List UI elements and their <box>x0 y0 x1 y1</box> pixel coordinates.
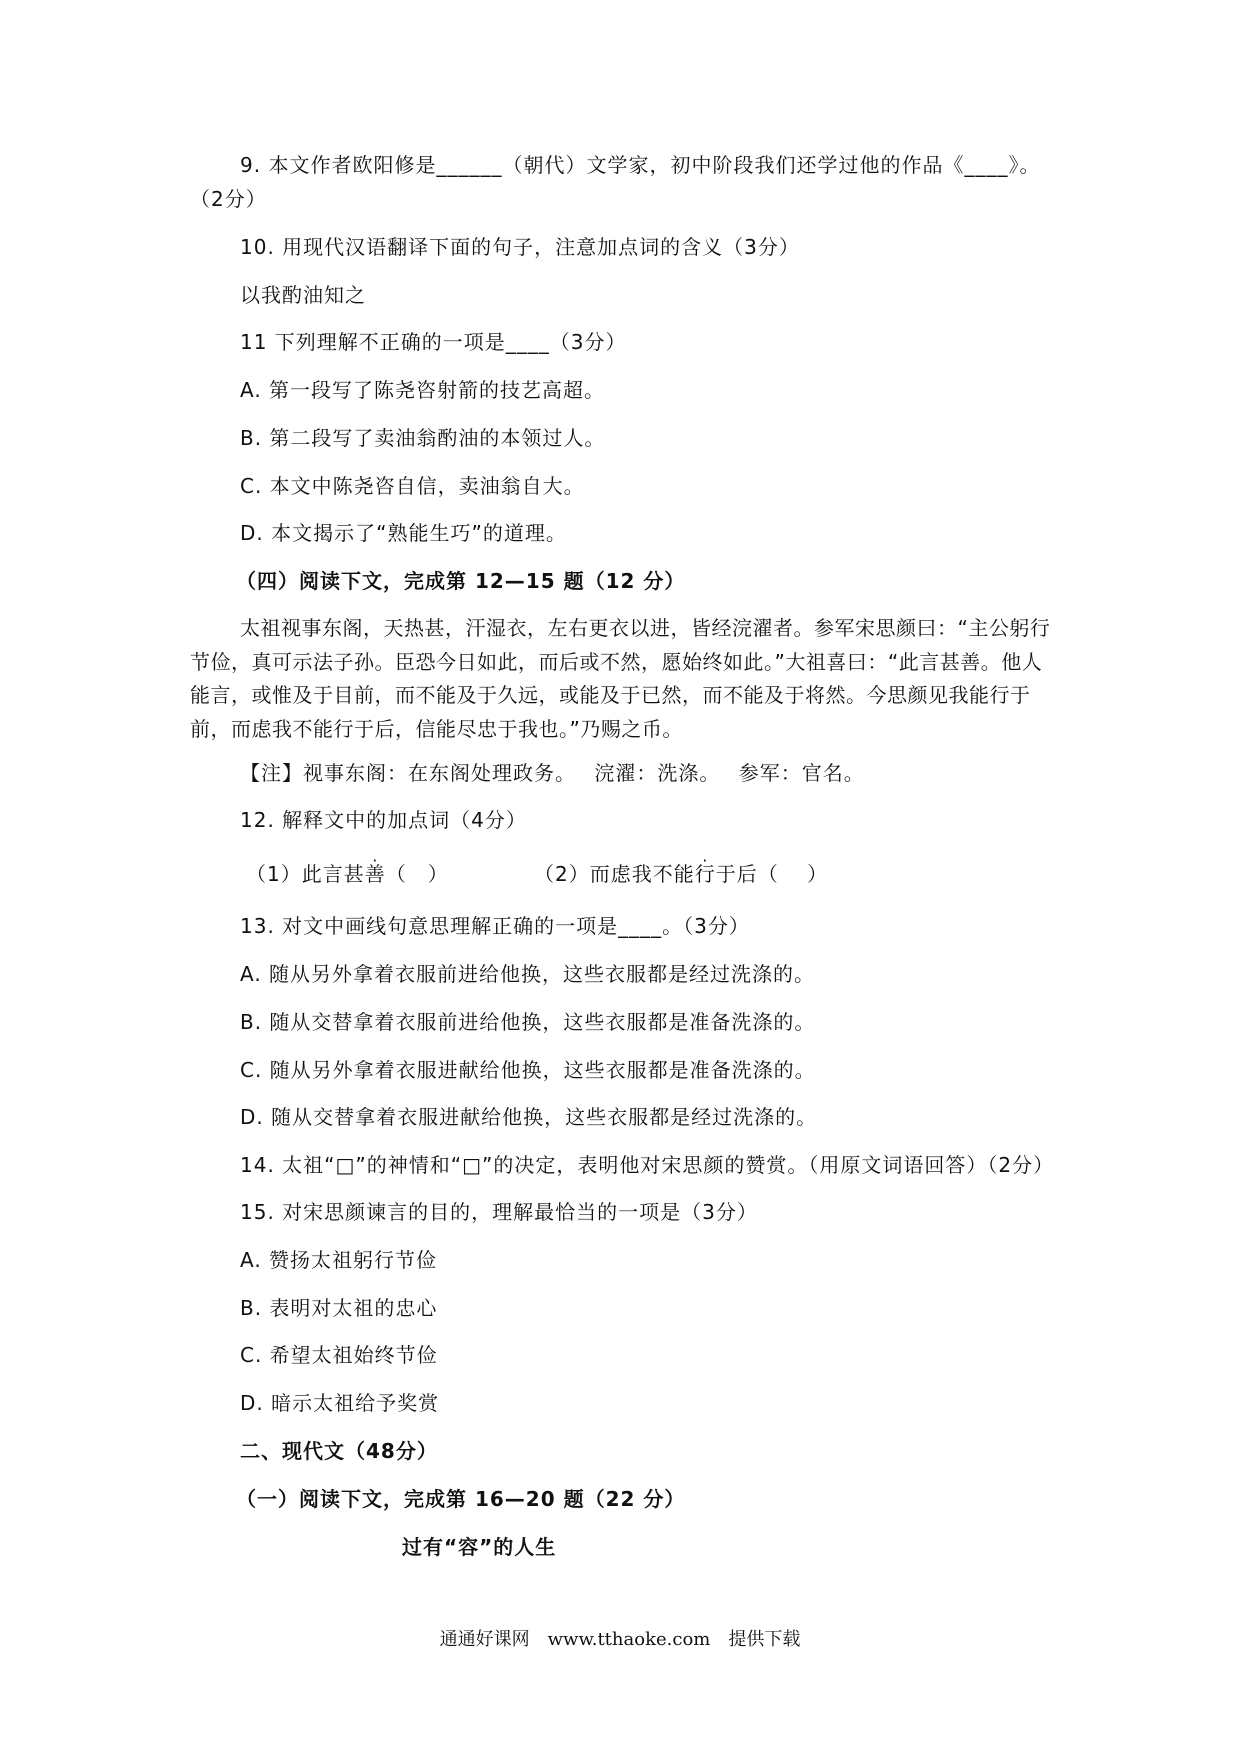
question-15-option: C. 希望太祖始终节俭 <box>240 1343 438 1367</box>
question-11-option: D. 本文揭示了“熟能生巧”的道理。 <box>240 521 567 545</box>
question-11-option: A. 第一段写了陈尧咨射箭的技艺高超。 <box>240 378 606 402</box>
question-12-item-1-blank: （ ） <box>385 862 449 886</box>
question-10-sentence: 以我酌油知之 <box>240 283 366 307</box>
question-12-item-1-prefix: （1）此言甚 <box>246 862 365 886</box>
dotted-word: 善 <box>364 862 386 886</box>
classical-passage: 太祖视事东阁，天热甚，汗湿衣，左右更衣以进，皆经浣濯者。参军宋思颜曰：“主公躬行节俭，真可示法子孙。臣恐今日如此，而后或不然，愿始终如此。”大祖喜曰：“此言甚善。他人能言，或惟及于目前，而不能及于久远，或能及于已然，而不能及于将然。今思颜见我能行于前，而虑我不能行于后，信能尽忠于我也。”乃赐之币。 <box>190 616 1051 741</box>
question-12-item-1 <box>246 861 449 887</box>
dotted-word: 行 <box>694 862 716 886</box>
question-15-option: D. 暗示太祖给予奖赏 <box>240 1391 440 1415</box>
question-9-score: （2分） <box>190 187 267 211</box>
question-11-option: C. 本文中陈尧咨自信，卖油翁自大。 <box>240 474 585 498</box>
question-10: 10. 用现代汉语翻译下面的句子，注意加点词的含义（3分） <box>240 235 800 259</box>
question-14: 14. 太祖“□”的神情和“□”的决定，表明他对宋思颜的赞赏。（用原文词语回答）（2分） <box>240 1153 1055 1177</box>
essay-title: 过有“容”的人生 <box>402 1535 557 1559</box>
question-12-item-2-prefix: （2）而虑我不能 <box>534 862 695 886</box>
passage-notes: 【注】视事东阁：在东阁处理政务。 浣濯：洗涤。 参军：官名。 <box>240 761 865 785</box>
part-2-heading: 二、现代文（48分） <box>240 1439 438 1463</box>
question-12-item-2-blank: 于后（ ） <box>715 862 829 886</box>
section-1-heading: （一）阅读下文，完成第 16—20 题（22 分） <box>236 1487 686 1511</box>
question-12-item-2 <box>534 861 828 887</box>
question-13: 13. 对文中画线句意思理解正确的一项是____。（3分） <box>240 914 750 938</box>
question-13-option: D. 随从交替拿着衣服进献给他换，这些衣服都是经过洗涤的。 <box>240 1105 818 1129</box>
question-15: 15. 对宋思颜谏言的目的，理解最恰当的一项是（3分） <box>240 1200 758 1224</box>
question-15-option: B. 表明对太祖的忠心 <box>240 1296 438 1320</box>
question-15-option: A. 赞扬太祖躬行节俭 <box>240 1248 438 1272</box>
section-4-heading: （四）阅读下文，完成第 12—15 题（12 分） <box>236 569 686 593</box>
question-13-option: A. 随从另外拿着衣服前进给他换，这些衣服都是经过洗涤的。 <box>240 962 816 986</box>
question-13-option: C. 随从另外拿着衣服进献给他换，这些衣服都是准备洗涤的。 <box>240 1058 816 1082</box>
footer-credit: 通通好课网 www.tthaoke.com 提供下载 <box>439 1629 801 1650</box>
question-12: 12. 解释文中的加点词（4分） <box>240 808 527 832</box>
question-9: 9. 本文作者欧阳修是______（朝代）文学家，初中阶段我们还学过他的作品《____》。 <box>240 153 1041 177</box>
question-11: 11 下列理解不正确的一项是____（3分） <box>240 330 627 354</box>
question-13-option: B. 随从交替拿着衣服前进给他换，这些衣服都是准备洗涤的。 <box>240 1010 816 1034</box>
question-11-option: B. 第二段写了卖油翁酌油的本领过人。 <box>240 426 606 450</box>
